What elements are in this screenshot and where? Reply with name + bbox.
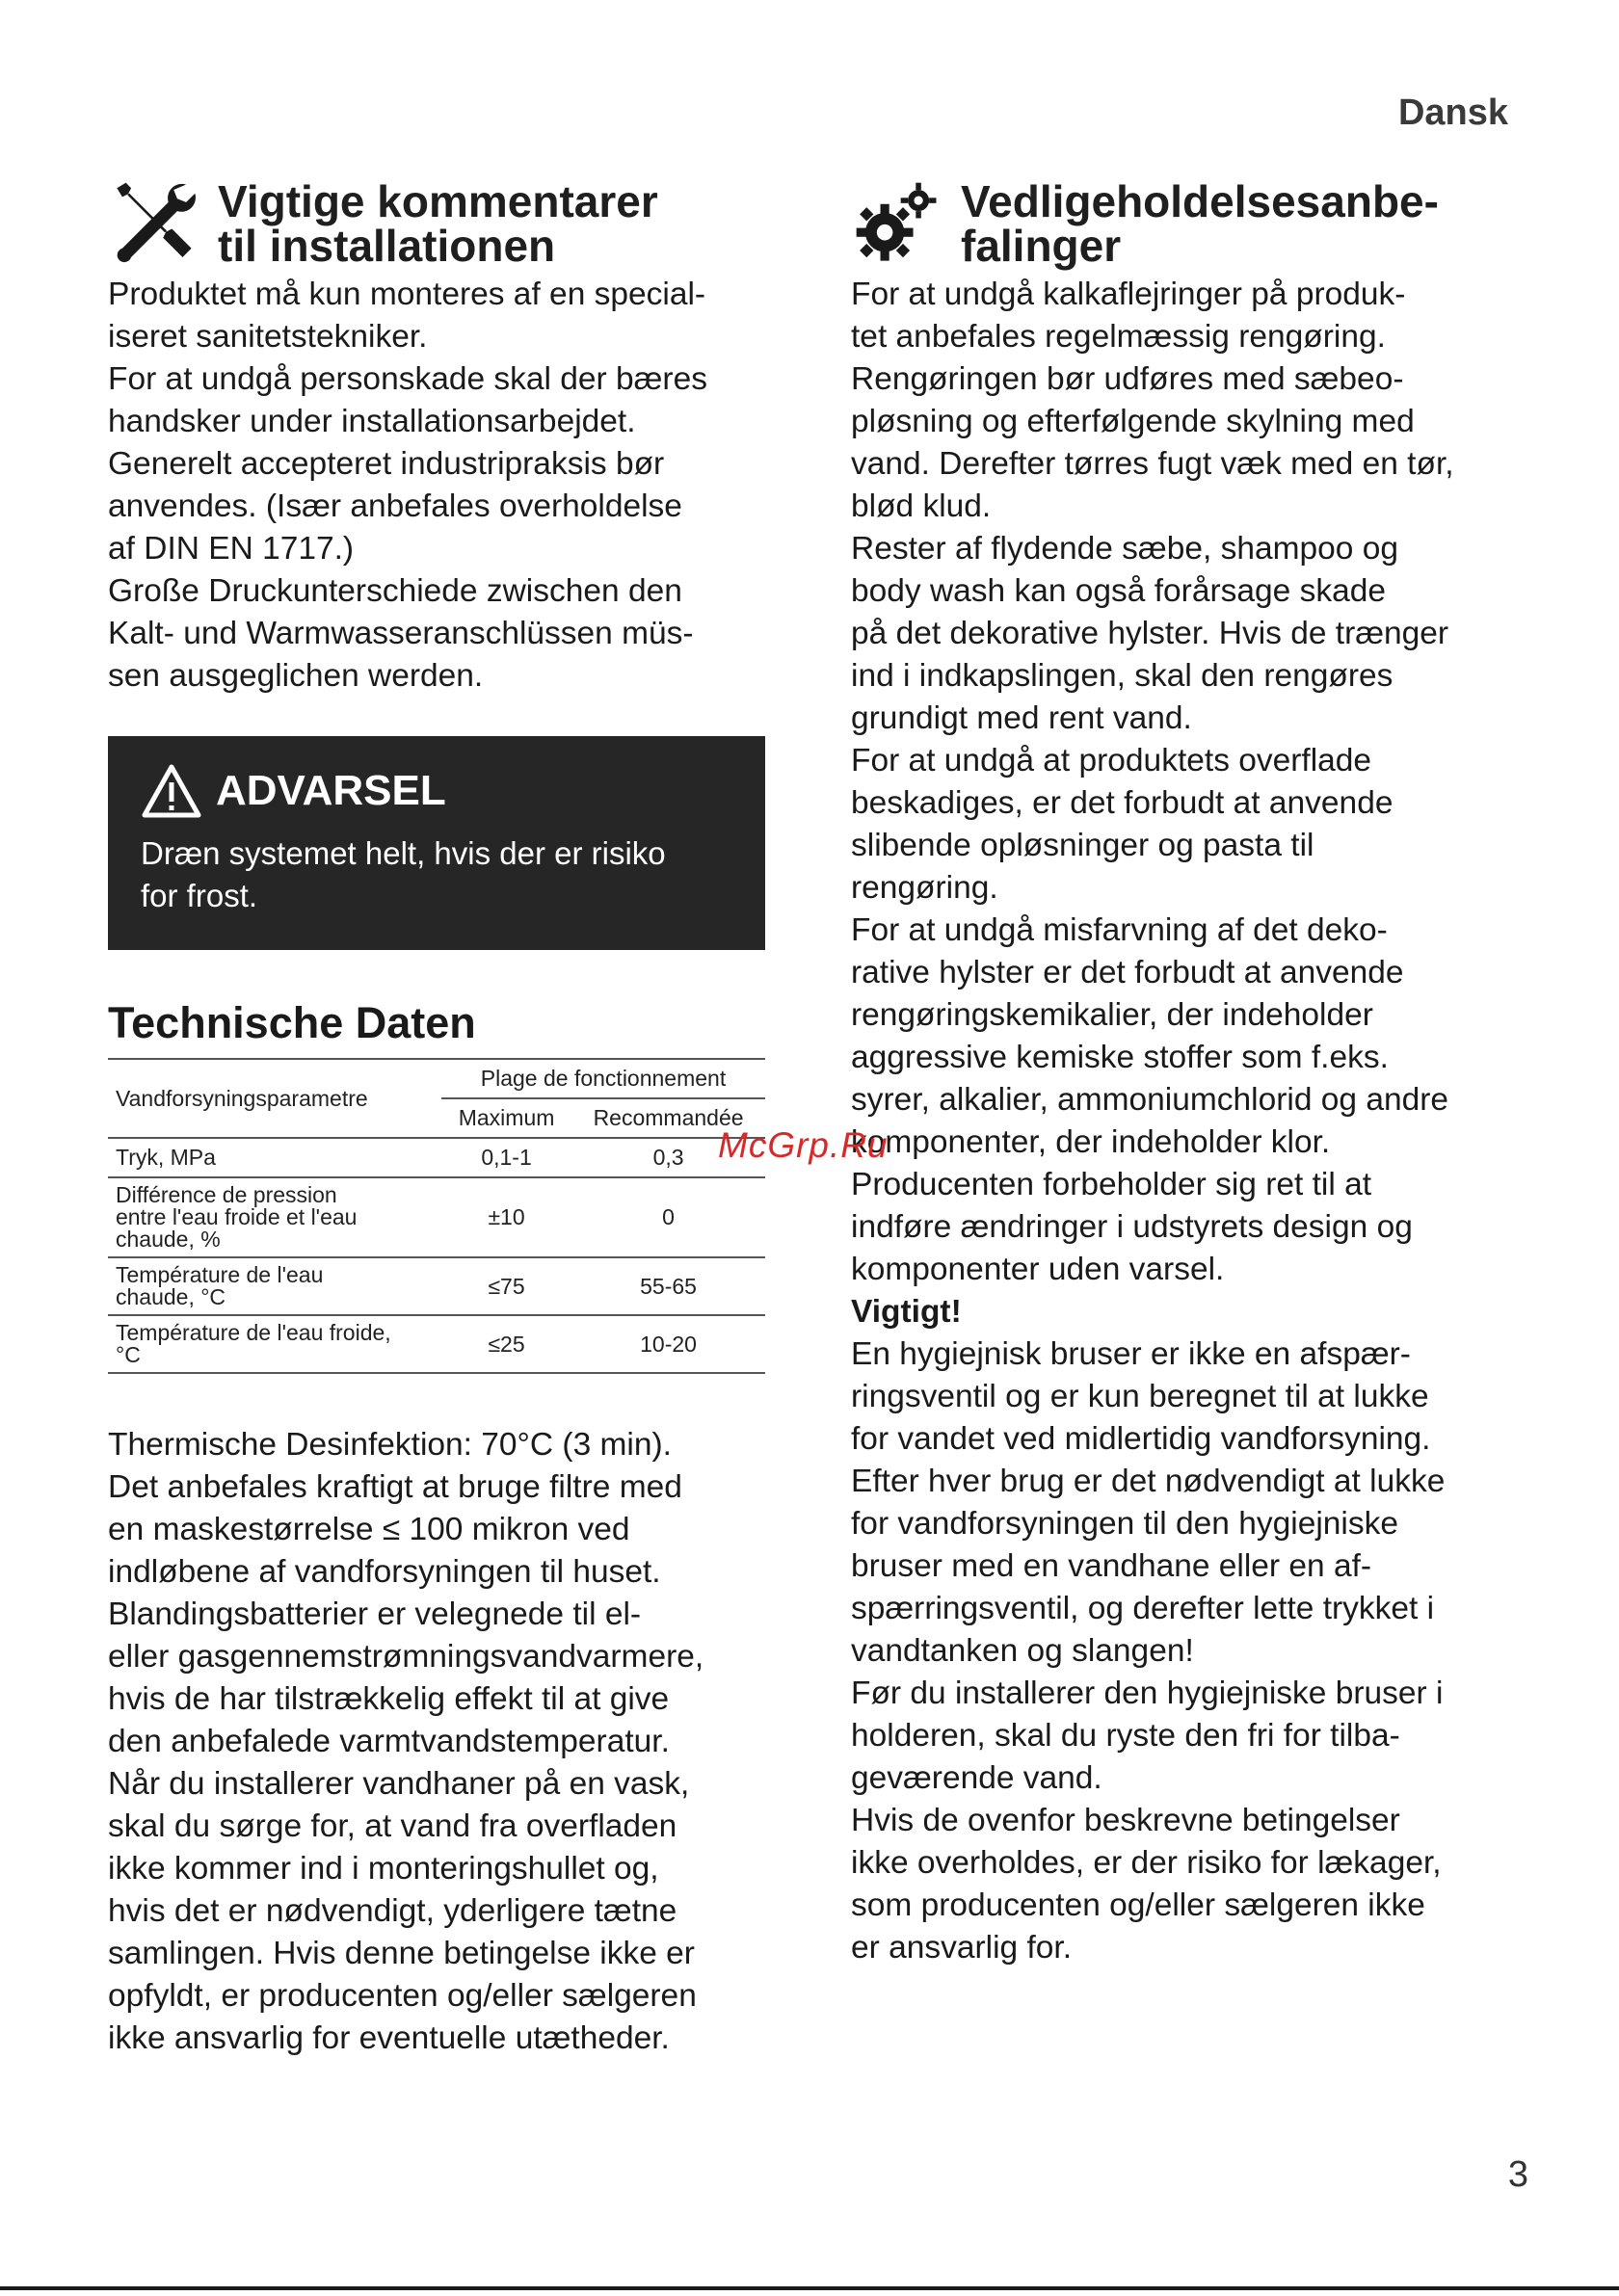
bottom-rule — [0, 2286, 1619, 2290]
warning-box — [108, 736, 765, 950]
row-param: Différence de pression entre l'eau froide et l'eau chaude, % — [108, 1177, 441, 1257]
max-column-header: Maximum — [441, 1098, 571, 1138]
row-max: ≤25 — [441, 1315, 571, 1373]
left-column — [108, 176, 765, 2060]
warning-title-row — [141, 763, 732, 819]
maintenance-text: For at undgå kalkaflejringer på produk- tet anbefales regelmæssig rengøring. Rengøringen bør udføres med sæbeo- pløsning og efterfølgende skylning med vand. Derefter tørres fugt væk med en tør, blød klud. Rester af flydende sæbe, shampoo og body wash kan også forårsage skade på det dekorative hylster. Hvis de trænger ind i indkapslingen, skal den rengøres grundigt med rent vand. For at undgå at produktets overflade beskadiges, er det forbudt at anvende slibende opløsninger og pasta til rengøring. For at undgå misfarvning af det deko- rative hylster er det forbudt at anvende rengøringskemikalier, der indeholder aggressive kemiske stoffer som f.eks. syrer, alkalier, ammoniumchlorid og andre komponenter, der indeholder klor. Producenten forbeholder sig ret til at indføre ændringer i udstyrets design og komponenter uden varsel. — [851, 277, 1454, 1287]
row-param: Tryk, MPa — [108, 1138, 441, 1177]
row-param: Température de l'eau froide, °C — [108, 1315, 441, 1373]
row-rec: 0 — [571, 1177, 765, 1257]
warning-title: ADVARSEL — [216, 767, 446, 814]
install-heading-block — [108, 176, 765, 271]
important-label: Vigtigt! — [851, 1294, 962, 1330]
param-column-header: Vandforsyningsparametre — [108, 1059, 441, 1138]
after-table-text: Thermische Desinfektion: 70°C (3 min). Det anbefales kraftigt at bruge filtre med en maskestørrelse ≤ 100 mikron ved indløbene af vandforsyningen til huset. Blandingsbatterier er velegnede til el- eller gasgennemstrømningsvandvarmere, hvis de har tilstrækkelig effekt til at give den anbefalede varmtvandstemperatur. Når du installerer vandhaner på en vask, skal du sørge for, at vand fra overfladen ikke kommer ind i monteringshullet og, hvis det er nødvendigt, yderligere tætne samlingen. Hvis denne betingelse ikke er opfyldt, er producenten og/eller sælgeren ikke ansvarlig for eventuelle utætheder. — [108, 1427, 704, 2056]
warning-text: Dræn systemet helt, hvis der er risiko for frost. — [141, 835, 666, 913]
maintenance-heading: Vedligeholdelsesanbe- falinger — [961, 176, 1439, 271]
row-max: ±10 — [441, 1177, 571, 1257]
tech-data-table — [108, 1058, 765, 1374]
page-number: 3 — [1507, 2154, 1528, 2195]
gears-icon — [851, 179, 943, 268]
table-row — [108, 1138, 765, 1177]
install-heading: Vigtige kommentarer til installationen — [218, 176, 658, 271]
range-column-header: Plage de fonctionnement — [441, 1059, 765, 1098]
tech-data-heading: Technische Daten — [108, 998, 476, 1047]
row-rec: 55-65 — [571, 1257, 765, 1315]
language-label: Dansk — [1397, 92, 1508, 133]
tools-icon — [108, 179, 200, 268]
row-param: Température de l'eau chaude, °C — [108, 1257, 441, 1315]
table-row — [108, 1257, 765, 1315]
warning-icon — [141, 763, 202, 819]
row-rec: 0,3 — [571, 1138, 765, 1177]
row-max: ≤75 — [441, 1257, 571, 1315]
table-row — [108, 1177, 765, 1257]
right-column — [851, 176, 1516, 1969]
row-max: 0,1-1 — [441, 1138, 571, 1177]
rec-column-header: Recommandée — [571, 1098, 765, 1138]
important-text: En hygiejnisk bruser er ikke en afspær- ringsventil og er kun beregnet til at lukke for vandet ved midlertidig vandforsyning. Efter hver brug er det nødvendigt at lukke for vandforsyningen til den hygiejniske bruser med en vandhane eller en af- spærringsventil, og derefter lette trykket i vandtanken og slangen! Før du installerer den hygiejniske bruser i holderen, skal du ryste den fri for tilba- geværende vand. Hvis de ovenfor beskrevne betingelser ikke overholdes, er der risiko for lækager, som producenten og/eller sælgeren ikke er ansvarlig for. — [851, 1336, 1446, 1966]
table-row — [108, 1315, 765, 1373]
watermark: McGrp.Ru — [718, 1125, 889, 1165]
maintenance-heading-block — [851, 176, 1516, 271]
install-text: Produktet må kun monteres af en special- iseret sanitetstekniker. For at undgå personskade skal der bæres handsker under installationsarbejdet. Generelt accepteret industripraksis bør anvendes. (Især anbefales overholdelse af DIN EN 1717.) Große Druckunterschiede zwischen den Kalt- und Warmwasseranschlüssen müs- sen ausgeglichen werden. — [108, 277, 707, 694]
row-rec: 10-20 — [571, 1315, 765, 1373]
